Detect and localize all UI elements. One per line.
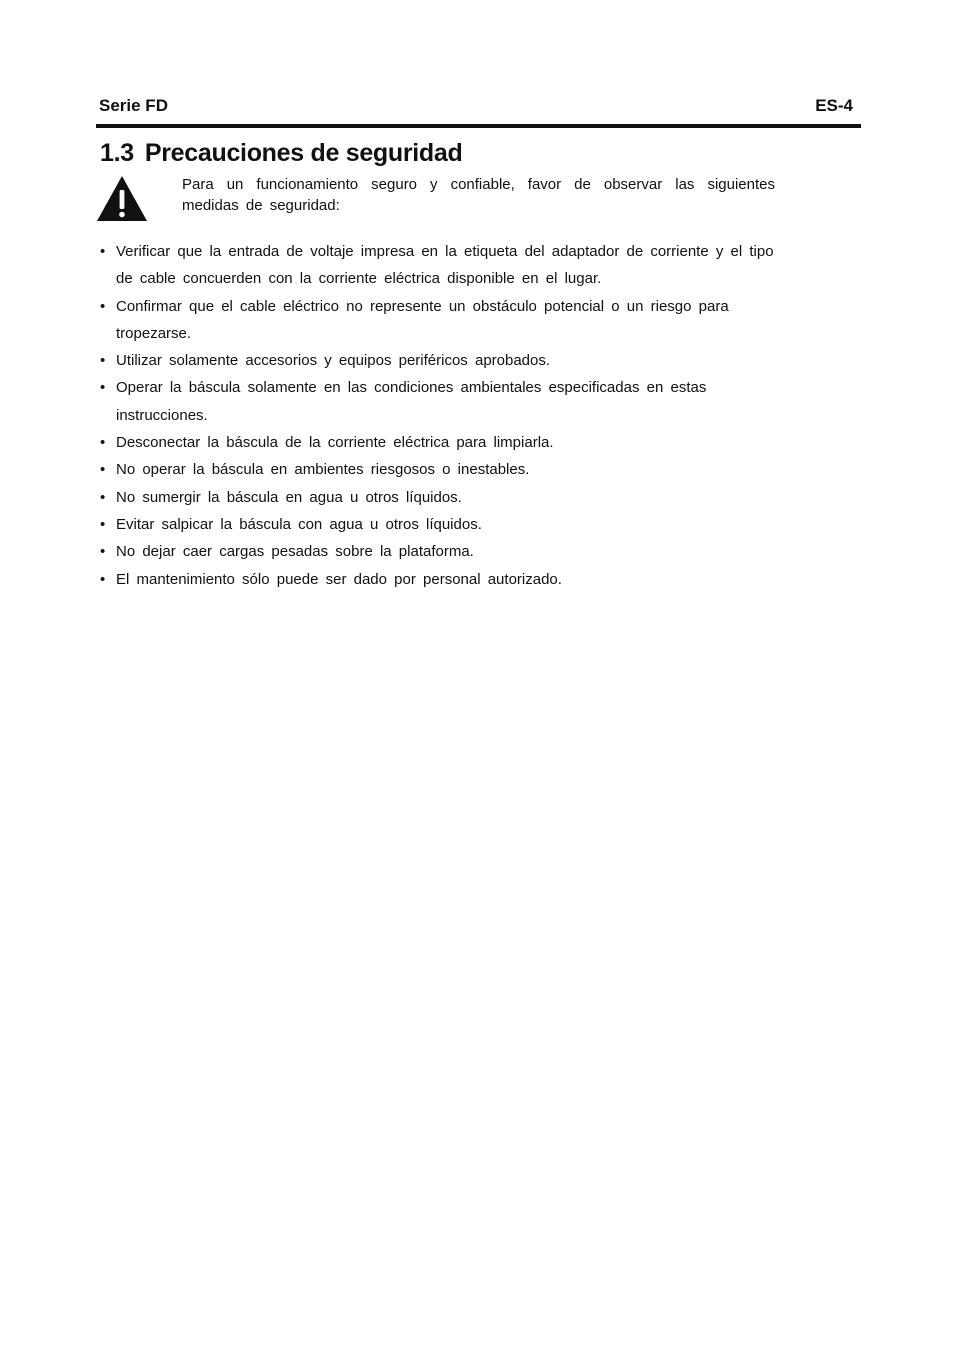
list-item-text: No dejar caer cargas pesadas sobre la plataforma.: [116, 543, 474, 561]
list-item-text: No sumergir la báscula en agua u otros líquidos.: [116, 488, 462, 506]
safety-list: [100, 238, 780, 593]
list-item: [100, 374, 780, 429]
list-item-text: Desconectar la báscula de la corriente eléctrica para limpiarla.: [116, 434, 554, 452]
warning-triangle-icon: [96, 175, 148, 222]
list-item-text: Verificar que la entrada de voltaje impresa en la etiqueta del adaptador de corriente y el tipo de cable concuerden con la corriente eléctrica disponible en el lugar.: [116, 243, 774, 288]
header-rule: [96, 124, 861, 128]
list-item-text: Evitar salpicar la báscula con agua u otros líquidos.: [116, 515, 482, 533]
list-item: [100, 293, 780, 348]
bullet: •: [100, 434, 106, 452]
section-heading: [100, 139, 462, 168]
list-item: [100, 538, 780, 565]
section-number: 1.3: [100, 139, 134, 167]
bullet: •: [100, 352, 106, 370]
section-title: Precauciones de seguridad: [144, 139, 463, 167]
list-item: [100, 238, 780, 293]
bullet: •: [100, 243, 106, 260]
list-item: [100, 347, 780, 374]
list-item: [100, 429, 780, 456]
bullet: •: [100, 515, 106, 533]
list-item: [100, 484, 780, 511]
intro-text: Para un funcionamiento seguro y confiable, favor de observar las siguientes medidas de seguridad:: [182, 176, 775, 214]
page-header: [97, 96, 859, 120]
list-item-text: Confirmar que el cable eléctrico no represente un obstáculo potencial o un riesgo para tropezarse.: [116, 297, 729, 342]
page-number: ES-4: [815, 96, 853, 115]
list-item-text: No operar la báscula en ambientes riesgosos o inestables.: [116, 461, 530, 479]
list-item-text: Operar la báscula solamente en las condiciones ambientales especificadas en estas instrucciones.: [116, 379, 707, 424]
bullet: •: [100, 379, 106, 397]
series-title: Serie FD: [99, 96, 168, 115]
bullet: •: [100, 297, 106, 315]
list-item-text: Utilizar solamente accesorios y equipos periféricos aprobados.: [116, 352, 551, 370]
bullet: •: [100, 461, 106, 479]
bullet: •: [100, 543, 106, 561]
bullet: •: [100, 488, 106, 506]
list-item: [100, 511, 780, 538]
list-item-text: El mantenimiento sólo puede ser dado por personal autorizado.: [116, 570, 562, 588]
bullet: •: [100, 570, 106, 588]
list-item: [100, 566, 780, 593]
list-item: [100, 456, 780, 483]
